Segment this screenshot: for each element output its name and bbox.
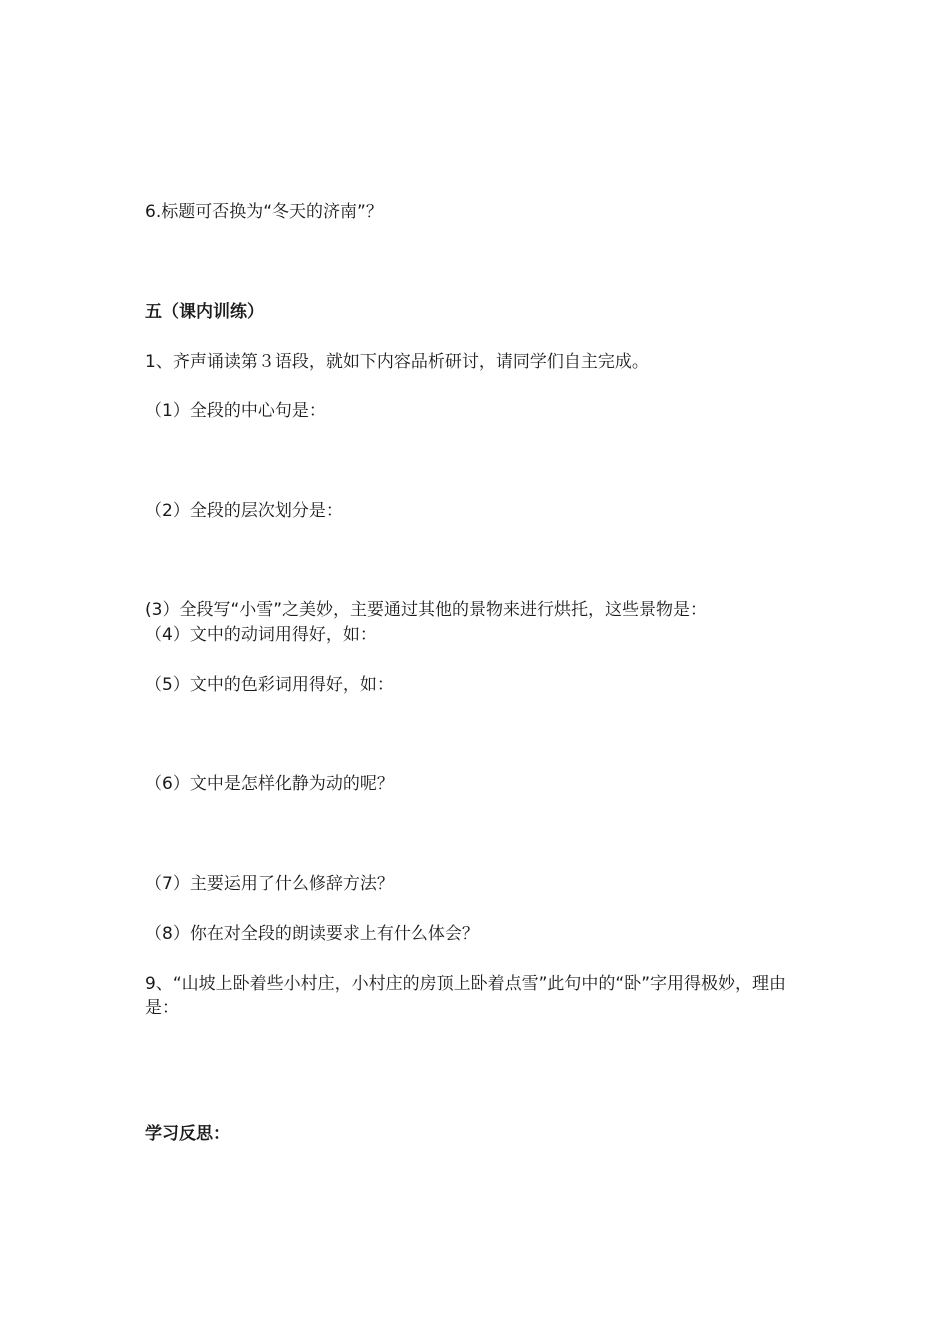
item-9: 9、“山坡上卧着些小村庄，小村庄的房顶上卧着点雪”此句中的“卧”字用得极妙，理由是： bbox=[145, 974, 787, 1018]
item-1: 1、齐声诵读第３语段，就如下内容品析研讨，请同学们自主完成。 bbox=[145, 352, 649, 372]
sub-question-6: （6）文中是怎样化静为动的呢？ bbox=[145, 774, 394, 794]
sub-question-5: （5）文中的色彩词用得好，如： bbox=[145, 675, 394, 695]
section-5-heading: 五（课内训练） bbox=[145, 302, 264, 322]
sub-question-4: （4）文中的动词用得好，如： bbox=[145, 625, 377, 645]
reflection-heading: 学习反思： bbox=[145, 1124, 230, 1144]
sub-question-1: （1）全段的中心句是： bbox=[145, 401, 326, 421]
sub-question-2: （2）全段的层次划分是： bbox=[145, 501, 343, 521]
sub-question-3: (3）全段写“小雪”之美妙，主要通过其他的景物来进行烘托，这些景物是： bbox=[145, 600, 708, 620]
sub-question-8: （8）你在对全段的朗读要求上有什么体会？ bbox=[145, 924, 479, 944]
question-6: 6.标题可否换为“冬天的济南”？ bbox=[145, 202, 383, 222]
sub-question-7: （7）主要运用了什么修辞方法？ bbox=[145, 874, 394, 894]
